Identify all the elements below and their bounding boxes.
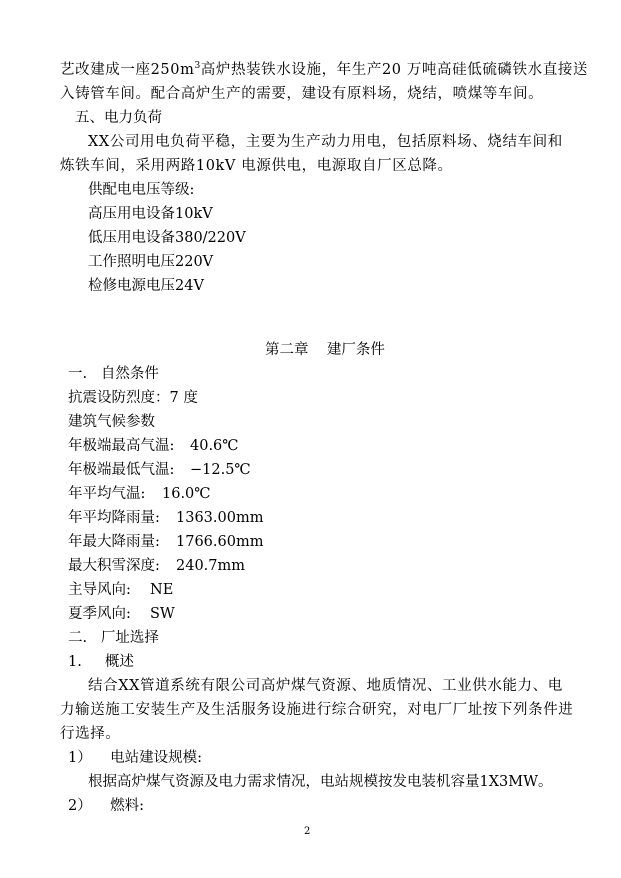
climate-row — [68, 508, 263, 528]
climate-label: 年平均降雨量: — [68, 510, 160, 526]
climate-row — [68, 460, 251, 480]
seismic-intensity: 抗震设防烈度：7 度 — [68, 390, 198, 406]
voltage-item: 高压用电设备10kV — [88, 206, 213, 222]
climate-row — [68, 532, 263, 552]
climate-value: 240.7mm — [176, 558, 246, 574]
climate-value: 16.0℃ — [162, 486, 211, 502]
superscript-3: 3 — [194, 61, 201, 72]
section-heading-power-load: 五、电力负荷 — [75, 110, 162, 126]
climate-label: 年平均气温: — [68, 486, 146, 502]
natural-conditions-heading: 一. 自然条件 — [68, 366, 159, 382]
climate-row — [68, 556, 245, 576]
voltage-item: 检修电源电压24V — [88, 278, 204, 294]
power-para-line-1: XX公司用电负荷平稳，主要为生产动力用电，包括原料场、烧结车间和 — [88, 134, 563, 150]
page-number: 2 — [304, 826, 311, 837]
text-span: 艺改建成一座250m — [60, 62, 195, 78]
climate-value: −12.5℃ — [190, 462, 251, 478]
climate-value: 1363.00mm — [176, 510, 264, 526]
climate-label: 年最大降雨量: — [68, 534, 160, 550]
climate-label: 最大积雪深度: — [68, 558, 160, 574]
climate-heading: 建筑气候参数 — [68, 414, 155, 430]
climate-value: 40.6℃ — [190, 438, 239, 454]
item-2-heading: 2） 燃料: — [68, 798, 145, 814]
overview-line-2: 力输送施工安装生产及生活服务设施进行综合研究，对电厂厂址按下列条件进 — [60, 702, 574, 718]
climate-row — [68, 484, 211, 504]
climate-label: 年极端最低气温: — [68, 462, 175, 478]
para-top-line-2: 入铸管车间。配合高炉生产的需要，建设有原料场，烧结，喷煤等车间。 — [60, 86, 544, 102]
text-span: 高炉热装铁水设施，年生产20 万吨高硅低硫磷铁水直接送 — [200, 62, 589, 78]
voltage-heading: 供配电电压等级: — [88, 182, 195, 198]
chapter-title: 第二章 建厂条件 — [265, 342, 385, 358]
climate-row — [68, 604, 175, 624]
para-top-line-1 — [60, 60, 588, 80]
voltage-item: 低压用电设备380/220V — [88, 230, 246, 246]
item-1-text: 根据高炉煤气资源及电力需求情况，电站规模按发电装机容量1X3MW。 — [88, 774, 553, 790]
climate-row — [68, 436, 239, 456]
overview-line-1: 结合XX管道系统有限公司高炉煤气资源、地质情况、工业供水能力、电 — [88, 678, 563, 694]
voltage-item: 工作照明电压220V — [88, 254, 214, 270]
climate-label: 主导风向: — [68, 582, 131, 598]
overview-heading: 1. 概述 — [68, 654, 134, 670]
climate-value: NE — [150, 582, 174, 598]
climate-label: 年极端最高气温: — [68, 438, 175, 454]
climate-value: 1766.60mm — [176, 534, 264, 550]
climate-value: SW — [150, 606, 175, 622]
climate-label: 夏季风向: — [68, 606, 131, 622]
overview-line-3: 行选择。 — [60, 726, 121, 742]
item-1-heading: 1） 电站建设规模: — [68, 750, 203, 766]
climate-row — [68, 580, 173, 600]
site-selection-heading: 二. 厂址选择 — [68, 630, 159, 646]
power-para-line-2: 炼铁车间，采用两路10kV 电源供电，电源取自厂区总降。 — [60, 158, 453, 174]
